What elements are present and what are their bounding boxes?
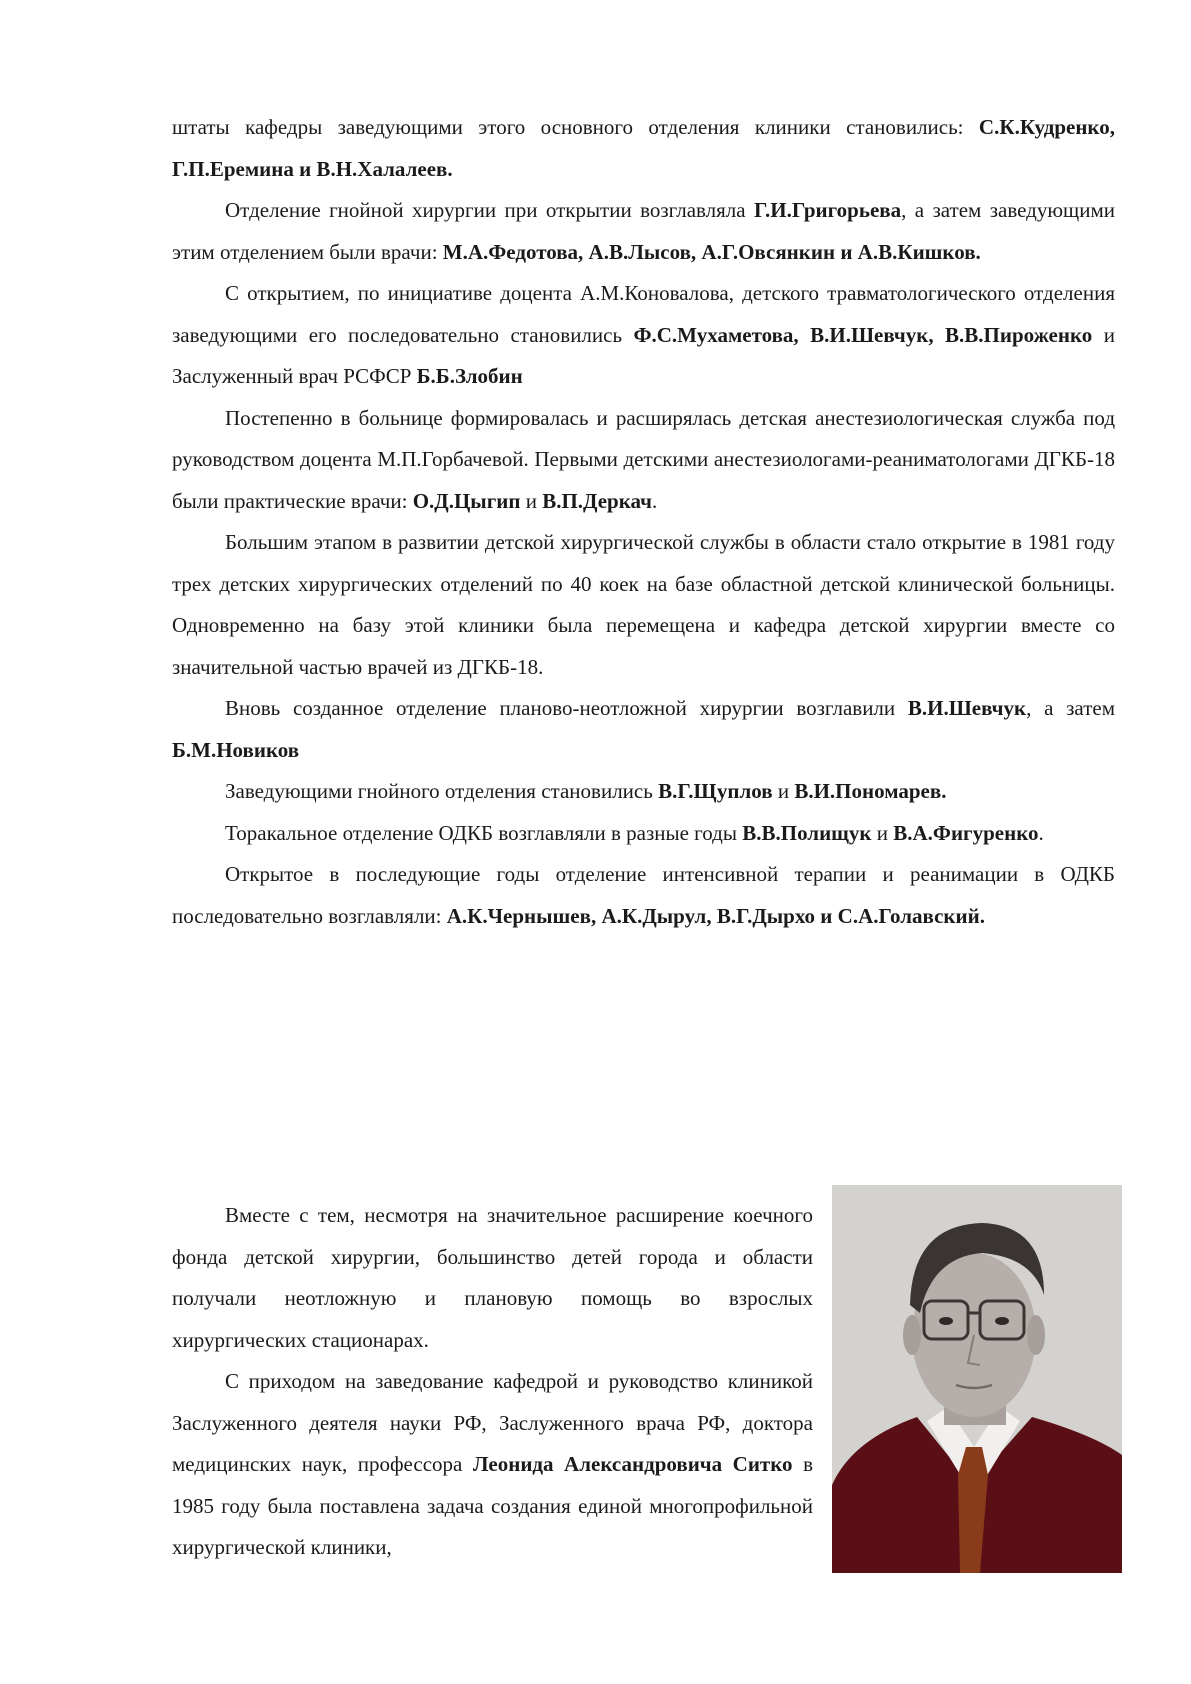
- paragraph: [172, 771, 1115, 813]
- text-run: Вместе с тем, несмотря на значительное расширение коечного фонда детской хирургии, большинство детей города и области получали неотложную и плановую помощь во взрослых хирургических стационарах.: [172, 1203, 813, 1352]
- bold-name-run: В.И.Шевчук: [907, 696, 1027, 720]
- text-run: .: [1038, 820, 1044, 845]
- bold-name-run: В.Г.Щуплов: [658, 779, 773, 803]
- bold-name-run: В.В.Полищук: [742, 820, 872, 845]
- text-run: Постепенно в больнице формировалась и расширялась детская анестезиологическая служба под руководством доцента М.П.Горбачевой. Первыми детскими анестезиологами-реаниматологами ДГКБ-18 были практические врачи:: [172, 405, 1115, 513]
- paragraph: [172, 854, 1115, 937]
- paragraph: [172, 1361, 813, 1569]
- lower-text-column: [172, 1195, 813, 1569]
- text-run: Открытое в последующие годы отделение интенсивной терапии и реанимации в ОДКБ последовательно возглавляли:: [172, 862, 1115, 928]
- text-run: С приходом на заведование кафедрой и руководство клиникой Заслуженного деятеля науки РФ, Заслуженного врача РФ, доктора медицинских наук, профессора: [172, 1369, 813, 1476]
- paragraph: [172, 273, 1115, 398]
- text-run: , а затем: [1026, 696, 1115, 720]
- bold-name-run: В.П.Деркач: [542, 488, 653, 513]
- bold-name-run: В.И.Пономарев.: [794, 779, 947, 803]
- bold-name-run: Г.И.Григорьева: [754, 198, 902, 222]
- paragraph: [172, 522, 1115, 688]
- text-run: и: [871, 820, 894, 845]
- bold-name-run: С.К.Кудренко, Г.П.Еремина и В.Н.Халалеев.: [172, 115, 1115, 181]
- text-run: и: [520, 488, 543, 513]
- bold-name-run: В.А.Фигуренко: [893, 820, 1039, 845]
- text-run: Большим этапом в развитии детской хирургической службы в области стало открытие в 1981 году трех детских хирургических отделений по 40 коек на базе областной детской клинической больницы. Одновременно на базу этой клиники была перемещена и кафедра детской хирургии вместе со значительной частью врачей из ДГКБ-18.: [172, 530, 1115, 679]
- paragraph: [172, 107, 1115, 190]
- bold-name-run: Ф.С.Мухаметова, В.И.Шевчук, В.В.Пироженко: [633, 322, 1093, 347]
- main-text-column: [172, 107, 1115, 937]
- text-run: в 1985 году была поставлена задача создания единой многопрофильной хирургической клиники,: [172, 1452, 813, 1559]
- paragraph: [172, 688, 1115, 771]
- text-run: Торакальное отделение ОДКБ возглавляли в разные годы: [225, 820, 743, 845]
- text-run: Вновь созданное отделение планово-неотложной хирургии возглавили: [225, 696, 908, 720]
- paragraph: [172, 398, 1115, 523]
- text-run: Заведующими гнойного отделения становились: [225, 779, 659, 803]
- text-run: Отделение гнойной хирургии при открытии возглавляла: [225, 198, 754, 222]
- bold-name-run: Б.Б.Злобин: [416, 364, 523, 388]
- bold-name-run: Б.М.Новиков: [172, 737, 300, 762]
- bold-name-run: О.Д.Цыгип: [412, 488, 521, 513]
- bold-name-run: А.К.Чернышев, А.К.Дырул, В.Г.Дырхо и С.А.Голавский.: [446, 903, 985, 928]
- text-run: и Заслуженный врач РСФСР: [172, 322, 1115, 388]
- text-run: С открытием, по инициативе доцента А.М.Коновалова, детского травматологического отделения заведующими его последовательно становились: [172, 281, 1115, 347]
- paragraph: [172, 813, 1115, 855]
- bold-name-run: М.А.Федотова, А.В.Лысов, А.Г.Овсянкин и А.В.Кишков.: [442, 239, 981, 264]
- paragraph: [172, 190, 1115, 273]
- paragraph: [172, 1195, 813, 1361]
- portrait-photo: [832, 1185, 1122, 1573]
- text-run: , а затем заведующими этим отделением были врачи:: [172, 198, 1115, 264]
- text-run: и: [772, 779, 795, 803]
- bold-name-run: Леонида Александровича Ситко: [472, 1452, 793, 1476]
- text-run: .: [652, 488, 658, 513]
- text-run: штаты кафедры заведующими этого основного отделения клиники становились:: [172, 115, 979, 139]
